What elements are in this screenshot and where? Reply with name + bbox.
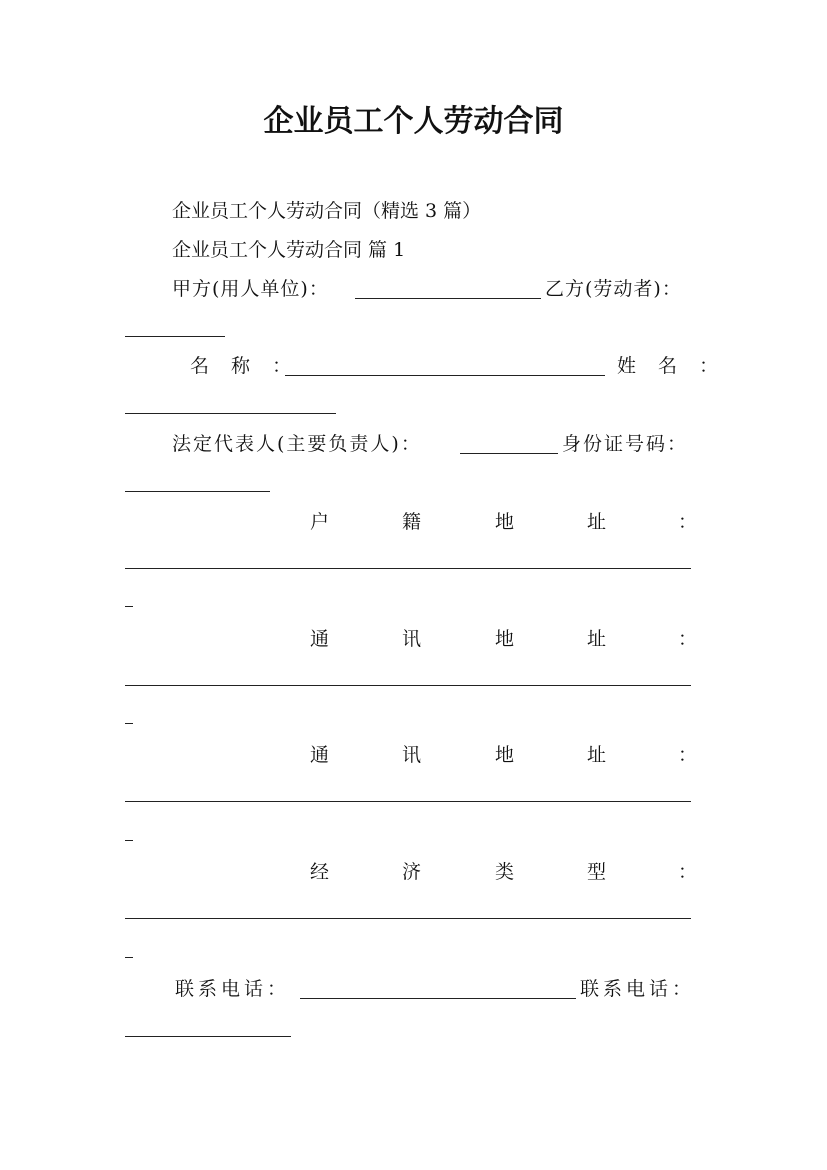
party-a-blank [355, 298, 541, 299]
person-name-blank [125, 413, 336, 414]
name-label: 名 称 ： [190, 355, 300, 377]
name-blank [285, 375, 605, 376]
id-number-label: 身份证号码： [562, 433, 689, 455]
phone-label-a: 联系电话： [175, 978, 291, 1000]
mailing-address-blank-2-end [125, 840, 133, 841]
person-name-label: 姓 名 ： [617, 355, 727, 377]
mailing-address-blank-end [125, 723, 133, 724]
phone-blank-a [300, 998, 576, 999]
economic-type-blank [125, 918, 691, 919]
phone-blank-b [125, 1036, 291, 1037]
legal-rep-label: 法定代表人(主要负责人)： [172, 433, 422, 455]
legal-rep-blank [460, 453, 558, 454]
section-heading: 企业员工个人劳动合同 篇 1 [172, 239, 406, 261]
id-number-blank [125, 491, 270, 492]
phone-label-b: 联系电话： [580, 978, 696, 1000]
party-b-label: 乙方(劳动者)： [545, 278, 682, 300]
household-address-blank-end [125, 606, 133, 607]
subtitle: 企业员工个人劳动合同（精选 3 篇） [172, 200, 482, 222]
mailing-address-blank-2 [125, 801, 691, 802]
household-address-blank [125, 568, 691, 569]
document-page: 企业员工个人劳动合同 企业员工个人劳动合同（精选 3 篇） 企业员工个人劳动合同 篇 1 甲方(用人单位)： 乙方(劳动者)： 名 称 ： 姓 名 ： 法定代表人(主要负责人)： 身份证号码： 户 籍 地 址 ： 通 讯 地 址 ： 通 讯 地 址 ： 经 济 类 型 ： 联系电话： 联系电话： [0, 0, 827, 1170]
document-title: 企业员工个人劳动合同 [263, 104, 564, 139]
mailing-address-blank [125, 685, 691, 686]
economic-type-blank-end [125, 957, 133, 958]
party-a-label: 甲方(用人单位)： [172, 278, 329, 300]
party-b-blank [125, 336, 225, 337]
